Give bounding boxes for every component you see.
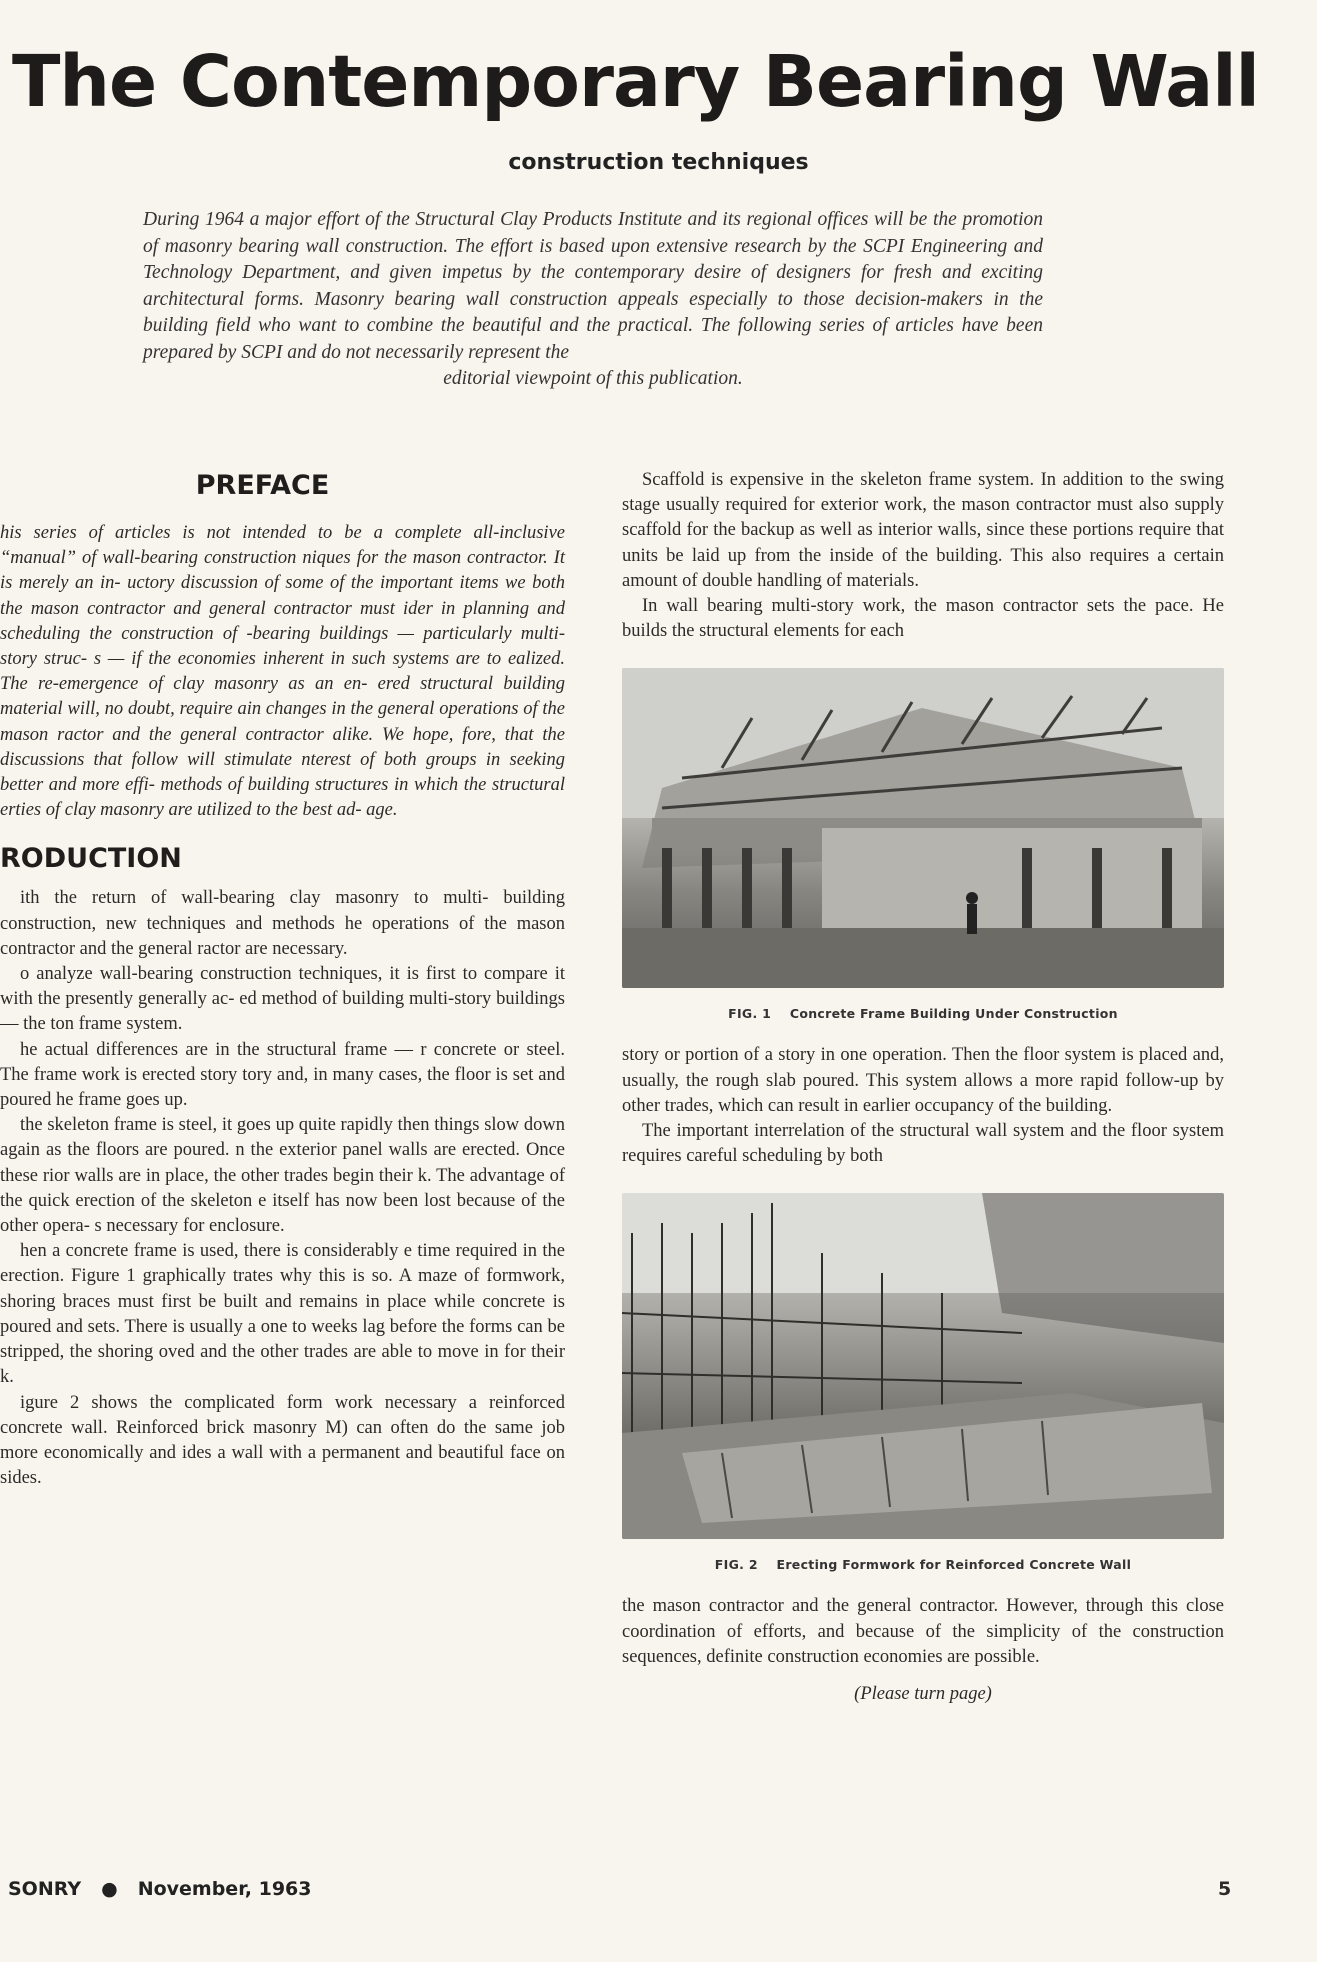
body-paragraph: the mason contractor and the general contractor. However, through this close coordination of efforts, and because of the simplicity of the construction sequences, definite construction economies are possible. bbox=[622, 1596, 1224, 1667]
body-paragraph: Scaffold is expensive in the skeleton frame system. In addition to the swing stage usually required for exterior work, the mason contractor must also supply scaffold for the backup as well as interior walls, since these portions require that units be laid up from the inside of the building. This also requires a certain amount of double handling of materials. bbox=[622, 470, 1224, 591]
turn-page-note: (Please turn page) bbox=[854, 1684, 992, 1705]
article-subtitle: construction techniques bbox=[508, 150, 809, 175]
page-number: 5 bbox=[1218, 1878, 1232, 1900]
figure-2-caption-text: Erecting Formwork for Reinforced Concrete Wall bbox=[776, 1557, 1132, 1573]
figure-2-caption bbox=[622, 1557, 1224, 1572]
intro-paragraph: he actual differences are in the structural frame — r concrete or steel. The frame work is erected story tory and, in many cases, the floor is set and poured he frame goes up. bbox=[0, 1039, 565, 1111]
figure-1-caption bbox=[622, 1006, 1224, 1021]
article-intro bbox=[143, 207, 1043, 393]
intro-text: During 1964 a major effort of the Structural Clay Products Institute and its regional offices will be the promotion of masonry bearing wall construction. The effort is based upon extensive research by the SCPI Engineering and Technology Department, and given impetus by the contemporary desire of designers for fresh and exciting architectural forms. Masonry bearing wall construction appeals especially to those decision-makers in the building field who want to combine the beautiful and the practical. The following series of articles have been prepared by SCPI and do not necessarily represent the bbox=[143, 209, 1043, 363]
intro-paragraph: o analyze wall-bearing construction techniques, it is first to compare it with the presently generally ac- ed method of building multi-story buildings — the ton frame system. bbox=[0, 964, 565, 1035]
introduction-body bbox=[0, 886, 570, 1491]
article-title: The Contemporary Bearing Wall bbox=[12, 40, 1259, 123]
intro-end: editorial viewpoint of this publication. bbox=[443, 368, 743, 389]
preface-heading: PREFACE bbox=[195, 470, 330, 501]
preface-text: his series of articles is not intended to be a complete all-inclusive “manual” of wall-bearing construction niques for the mason contractor. It is merely an in- uctory discussion of some of the important items we both the mason contractor and general contractor must ider in planning and scheduling the construction of -bearing buildings — particularly multi-story struc- s — if the economies inherent in such systems are to ealized. The re-emergence of clay masonry as an en- ered structural building material will, no doubt, require ain changes in the general operations of the mason ractor and the general contractor alike. We hope, fore, that the discussions that follow will stimulate nterest of both groups in seeking better and more effi- methods of building structures in which the structural erties of clay masonry are utilized to the best ad- age. bbox=[0, 523, 565, 821]
body-paragraph: In wall bearing multi-story work, the mason contractor sets the pace. He builds the structural elements for each bbox=[622, 596, 1224, 642]
figure-2-label: FIG. 2 bbox=[714, 1557, 758, 1573]
body-paragraph: story or portion of a story in one operation. Then the floor system is placed and, usually, the rough slab poured. This system allows a more rapid follow-up by other trades, which can result in earlier occupancy of the building. bbox=[622, 1045, 1224, 1116]
figure-1-photo bbox=[622, 668, 1224, 988]
magazine-name: SONRY bbox=[8, 1878, 82, 1900]
intro-paragraph: igure 2 shows the complicated form work necessary a reinforced concrete wall. Reinforced brick masonry M) can often do the same job more economically and ides a wall with a permanent and beautiful face on sides. bbox=[0, 1392, 565, 1489]
intro-paragraph: ith the return of wall-bearing clay masonry to multi- building construction, new techniques and methods he operations of the mason contractor and the general ractor are necessary. bbox=[0, 888, 565, 959]
bullet-separator: ● bbox=[101, 1878, 118, 1900]
figure-2 bbox=[622, 1193, 1224, 1572]
intro-paragraph: hen a concrete frame is used, there is considerably e time required in the erection. Figure 1 graphically trates why this is so. A maze of formwork, shoring braces must first be built and remains in place while concrete is poured and sets. There is usually a one to weeks lag before the forms can be stripped, the shoring oved and the other trades are able to move in for their k. bbox=[0, 1241, 565, 1388]
body-paragraph: The important interrelation of the structural wall system and the floor system requires careful scheduling by both bbox=[622, 1121, 1224, 1167]
formwork-illustration bbox=[622, 1193, 1224, 1539]
page-footer bbox=[8, 1878, 312, 1900]
right-column bbox=[622, 468, 1224, 1705]
figure-1 bbox=[622, 668, 1224, 1021]
figure-1-caption-text: Concrete Frame Building Under Construction bbox=[789, 1006, 1118, 1022]
figure-1-label: FIG. 1 bbox=[728, 1006, 772, 1022]
concrete-frame-illustration bbox=[622, 668, 1224, 988]
figure-2-photo bbox=[622, 1193, 1224, 1539]
left-column bbox=[0, 470, 570, 1860]
intro-paragraph: the skeleton frame is steel, it goes up quite rapidly then things slow down again as the floors are poured. n the exterior panel walls are erected. Once these rior walls are in place, the other trades begin their k. The advantage of the quick erection of the skeleton e itself has now been lost because of the other opera- s necessary for enclosure. bbox=[0, 1115, 565, 1237]
introduction-heading: RODUCTION bbox=[0, 843, 182, 875]
issue-date: November, 1963 bbox=[137, 1878, 312, 1900]
